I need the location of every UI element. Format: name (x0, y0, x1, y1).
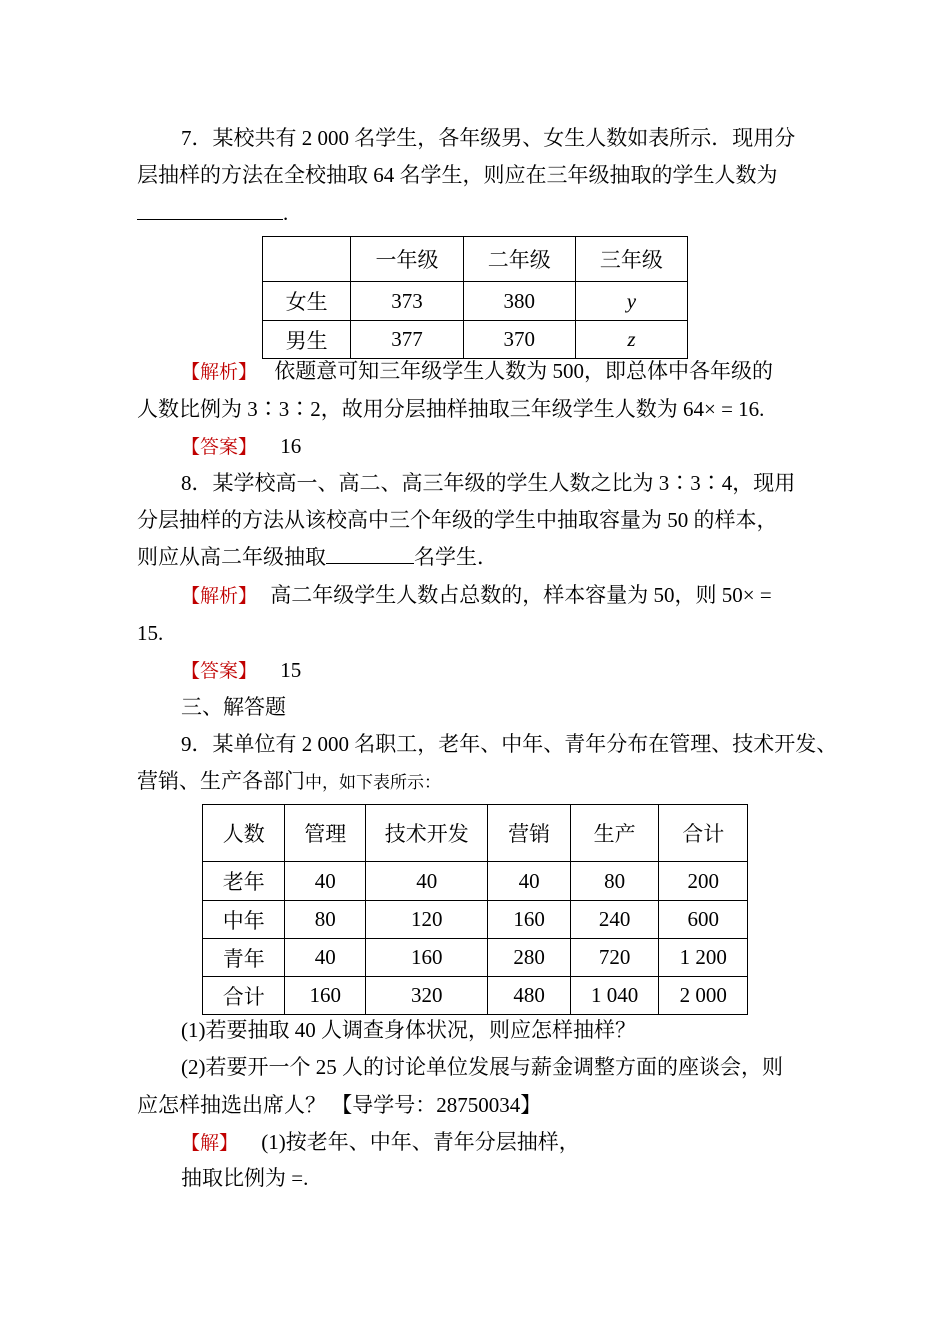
q8-analysis-line-1 (181, 583, 772, 608)
q7-var-z: z (627, 327, 636, 351)
q9-table-cell: 480 (488, 977, 571, 1015)
q7-answer: 16 (280, 434, 302, 458)
q9-table-cell: 80 (285, 901, 366, 939)
q7-line-3 (137, 201, 288, 225)
q8-line-3-pre: 则应从高二年级抽取 (137, 545, 326, 569)
q9-table-header-cell: 管理 (285, 805, 366, 862)
q9-table-cell: 720 (570, 939, 659, 977)
q9-table-header-cell: 合计 (659, 805, 748, 862)
q7-var-y: y (626, 288, 637, 313)
q8-line-3-post: 名学生． (414, 545, 498, 569)
q7-table-header-cell: 一年级 (351, 237, 463, 282)
q7-analysis-line-1 (181, 359, 773, 384)
q7-answer-tag: 【答案】 (181, 436, 258, 458)
q8-answer-tag: 【答案】 (181, 660, 258, 682)
q9-table-row (203, 901, 748, 939)
q8-answer-line (181, 658, 301, 683)
q7-table-header-row (263, 237, 688, 282)
q9-table-header-cell: 技术开发 (366, 805, 488, 862)
q9-table-cell: 青年 (203, 939, 285, 977)
q7-analysis-line-2: 人数比例为 3∶3∶2，故用分层抽样抽取三年级学生人数为 64× = 16. (137, 397, 765, 421)
q9-table-cell: 40 (366, 862, 488, 901)
q9-table-cell: 80 (570, 862, 659, 901)
q8-analysis-line-2: 15. (137, 621, 164, 645)
q8-line-3 (137, 545, 498, 569)
q9-table-cell: 200 (659, 862, 748, 901)
q7-answer-line (181, 434, 301, 459)
q9-table-cell: 中年 (203, 901, 285, 939)
q7-table-cell: 373 (351, 282, 463, 321)
q9-table-cell: 老年 (203, 862, 285, 901)
q9-table-cell: 40 (285, 862, 366, 901)
q9-table-cell: 160 (285, 977, 366, 1015)
q9-table-cell: 40 (488, 862, 571, 901)
q7-analysis-text-1: 依题意可知三年级学生人数为 500，即总体中各年级的 (274, 359, 774, 383)
q9-solution-tag: 【解】 (181, 1132, 239, 1154)
q9-table-row (203, 939, 748, 977)
q9-solution-text-1: (1)按老年、中年、青年分层抽样， (261, 1130, 580, 1154)
q9-table-cell: 合计 (203, 977, 285, 1015)
q7-table-cell: 377 (351, 321, 463, 359)
q9-line-2 (137, 769, 441, 795)
q7-table-cell (575, 321, 687, 359)
q7-line-3-period: . (283, 201, 289, 225)
q9-table-header-cell: 人数 (203, 805, 285, 862)
q9-table-row (203, 977, 748, 1015)
q9-table-cell: 40 (285, 939, 366, 977)
q9-line-2-small: 中，如下表所示： (305, 773, 441, 792)
q7-table-row (263, 282, 688, 321)
q7-table-header-cell (263, 237, 351, 282)
q9-table-cell: 1 040 (570, 977, 659, 1015)
q8-analysis-text-1: 高二年级学生人数占总数的，样本容量为 50，则 50× = (270, 583, 772, 607)
q7-table-cell: 380 (463, 282, 575, 321)
q9-table-cell: 600 (659, 901, 748, 939)
q9-table-header-cell: 生产 (570, 805, 659, 862)
q7-table-row (263, 321, 688, 359)
section-3-title: 三、解答题 (181, 695, 286, 719)
q9-table-row (203, 862, 748, 901)
q7-table (262, 236, 688, 359)
q9-sub-1: (1)若要抽取 40 人调查身体状况，则应怎样抽样？ (181, 1018, 636, 1042)
q8-line-2: 分层抽样的方法从该校高中三个年级的学生中抽取容量为 50 的样本， (137, 508, 778, 532)
q9-sub-2-line-2: 应怎样抽选出席人？ 【导学号：28750034】 (137, 1093, 542, 1117)
q9-table-cell: 280 (488, 939, 571, 977)
q7-table-cell: 370 (463, 321, 575, 359)
q7-table-header-cell: 二年级 (463, 237, 575, 282)
q9-solution-line-1 (181, 1130, 580, 1155)
q7-table-header-cell: 三年级 (575, 237, 687, 282)
q9-table-cell: 120 (366, 901, 488, 939)
q7-line-1: 7．某校共有 2 000 名学生，各年级男、女生人数如表所示．现用分 (181, 126, 796, 150)
q7-table-cell: 男生 (263, 321, 351, 359)
q9-table-cell: 320 (366, 977, 488, 1015)
q9-table-cell: 160 (366, 939, 488, 977)
q9-table-cell: 2 000 (659, 977, 748, 1015)
q7-table-cell: 女生 (263, 282, 351, 321)
q7-line-2: 层抽样的方法在全校抽取 64 名学生，则应在三年级抽取的学生人数为 (137, 163, 778, 187)
q9-table (202, 804, 748, 1015)
q9-line-2-main: 营销、生产各部门 (137, 769, 305, 793)
q9-table-cell: 240 (570, 901, 659, 939)
q9-table-cell: 1 200 (659, 939, 748, 977)
q9-line-1: 9．某单位有 2 000 名职工，老年、中年、青年分布在管理、技术开发、 (181, 732, 838, 756)
q8-line-1: 8．某学校高一、高二、高三年级的学生人数之比为 3∶3∶4，现用 (181, 471, 796, 495)
q9-table-header-row (203, 805, 748, 862)
q9-table-header-cell: 营销 (488, 805, 571, 862)
q9-solution-line-2: 抽取比例为 =. (181, 1166, 309, 1190)
q7-table-cell (575, 282, 687, 321)
q7-answer-blank (137, 201, 283, 220)
q9-table-cell: 160 (488, 901, 571, 939)
q8-answer: 15 (280, 658, 302, 682)
q7-analysis-tag: 【解析】 (181, 361, 258, 383)
q8-analysis-tag: 【解析】 (181, 585, 258, 607)
q9-sub-2-line-1: (2)若要开一个 25 人的讨论单位发展与薪金调整方面的座谈会，则 (181, 1055, 783, 1079)
q8-answer-blank (326, 545, 414, 564)
